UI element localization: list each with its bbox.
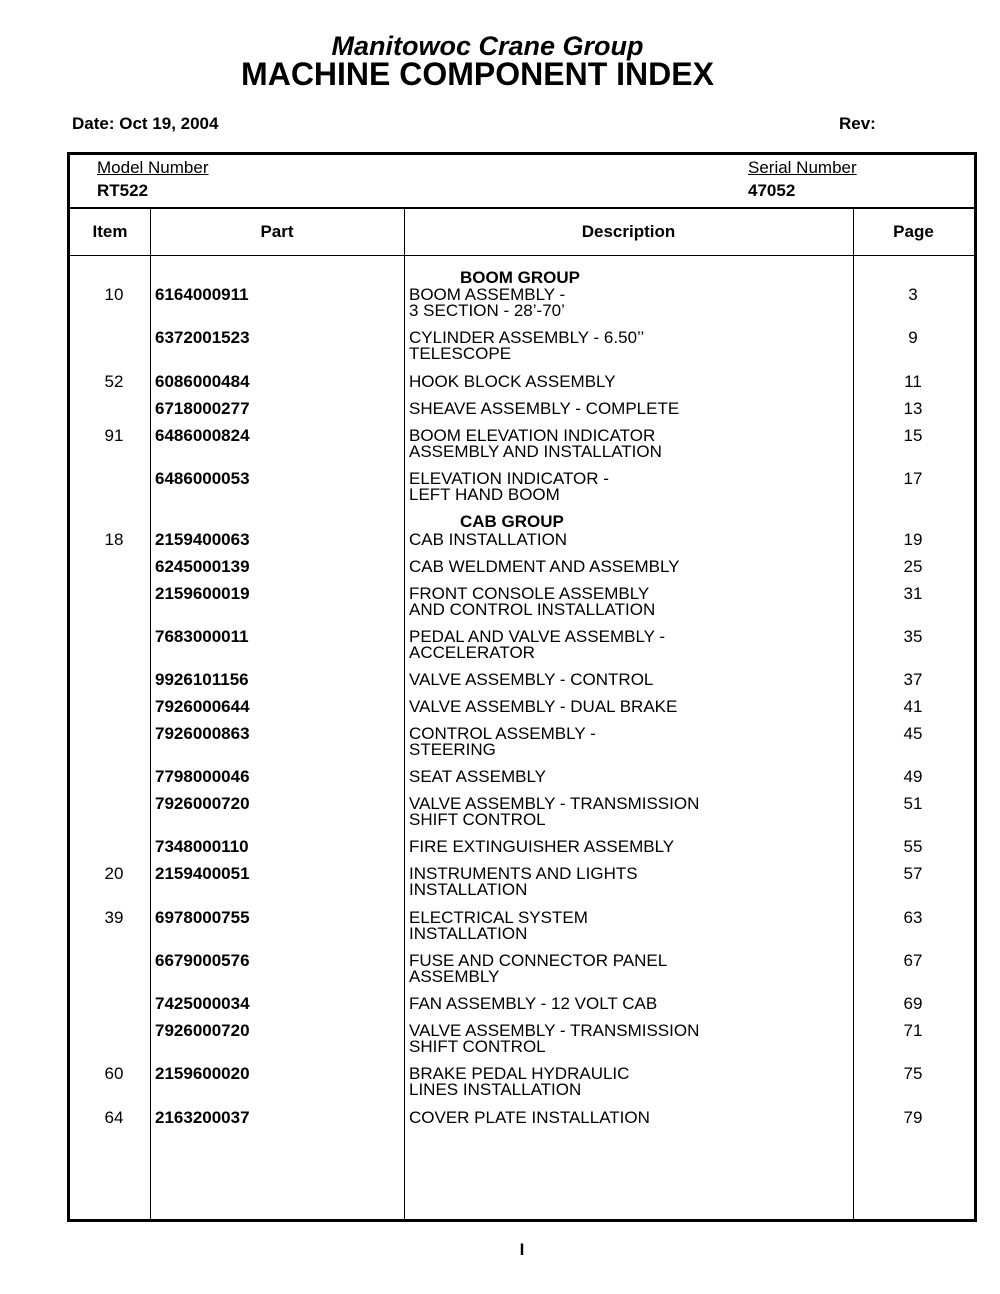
item-number: 18: [104, 530, 124, 549]
component-index-table: [67, 152, 977, 1222]
description-line: SEAT ASSEMBLY: [409, 767, 547, 786]
part-number: 6486000053: [155, 469, 250, 488]
description-line: CONTROL ASSEMBLY -: [409, 724, 596, 743]
description: [409, 769, 849, 785]
page-reference: 71: [903, 1021, 923, 1040]
part-number: 7348000110: [155, 837, 249, 856]
page-reference: 35: [903, 627, 923, 646]
part-number: 7425000034: [155, 994, 250, 1013]
revision-label: Rev:: [839, 114, 876, 133]
page-reference: 25: [903, 557, 923, 576]
description-line: SHIFT CONTROL: [409, 1037, 546, 1056]
machine-info-row: [70, 155, 974, 209]
page-reference: 17: [903, 469, 923, 488]
description-line: VALVE ASSEMBLY - TRANSMISSION: [409, 794, 700, 813]
serial-number-label: Serial Number: [748, 158, 857, 177]
description: [409, 428, 849, 460]
serial-number-value: 47052: [748, 181, 796, 200]
description-line: FUSE AND CONNECTOR PANEL: [409, 951, 668, 970]
item-number: 39: [104, 908, 124, 927]
description-line: FRONT CONSOLE ASSEMBLY: [409, 584, 650, 603]
page-reference: 37: [903, 670, 923, 689]
description: [409, 330, 849, 362]
part-number: 6679000576: [155, 951, 250, 970]
description-line: BRAKE PEDAL HYDRAULIC: [409, 1064, 630, 1083]
part-number: 7926000863: [155, 724, 250, 743]
page-reference: 13: [903, 399, 923, 418]
part-number: 7683000011: [155, 627, 249, 646]
item-number: 60: [104, 1064, 124, 1083]
part-number: 6486000824: [155, 426, 250, 445]
description-line: PEDAL AND VALVE ASSEMBLY -: [409, 627, 666, 646]
part-number: 6978000755: [155, 908, 250, 927]
page-reference: 41: [903, 697, 923, 716]
page-number: I: [519, 1240, 525, 1259]
description-line: SHIFT CONTROL: [409, 810, 546, 829]
model-number-label: Model Number: [97, 158, 209, 177]
description: [409, 796, 849, 828]
description-line: STEERING: [409, 740, 496, 759]
description-line: CYLINDER ASSEMBLY - 6.50’’: [409, 328, 645, 347]
part-number: 2159400051: [155, 864, 250, 883]
description-line: ACCELERATOR: [409, 643, 535, 662]
item-number: 20: [104, 864, 124, 883]
table-header: [70, 209, 974, 256]
page-reference: 19: [903, 530, 923, 549]
part-number: 7926000720: [155, 794, 250, 813]
description: [409, 866, 849, 898]
column-header-part: Part: [260, 222, 294, 241]
description-line: COVER PLATE INSTALLATION: [409, 1108, 650, 1127]
model-number-value: RT522: [97, 181, 149, 200]
description: [409, 287, 849, 319]
page-reference: 67: [903, 951, 923, 970]
description: [409, 996, 849, 1012]
description-line: LINES INSTALLATION: [409, 1080, 582, 1099]
description-line: LEFT HAND BOOM: [409, 485, 560, 504]
column-header-description: Description: [581, 222, 676, 241]
description-line: 3 SECTION - 28’-70’: [409, 301, 565, 320]
page-reference: 45: [903, 724, 923, 743]
part-number: 7798000046: [155, 767, 250, 786]
page-reference: 11: [904, 372, 922, 391]
page-reference: 15: [903, 426, 923, 445]
description: [409, 1066, 849, 1098]
item-number: 91: [104, 426, 124, 445]
description: [409, 586, 849, 618]
description-line: FIRE EXTINGUISHER ASSEMBLY: [409, 837, 675, 856]
page-reference: 55: [903, 837, 923, 856]
group-heading-boom: BOOM GROUP: [460, 268, 580, 287]
description: [409, 726, 849, 758]
column-header-page: Page: [893, 222, 934, 241]
description-line: VALVE ASSEMBLY - DUAL BRAKE: [409, 697, 678, 716]
page-reference: 49: [903, 767, 923, 786]
description-line: ASSEMBLY: [409, 967, 500, 986]
description-line: VALVE ASSEMBLY - TRANSMISSION: [409, 1021, 700, 1040]
description-line: SHEAVE ASSEMBLY - COMPLETE: [409, 399, 680, 418]
description-line: INSTALLATION: [409, 924, 528, 943]
description-line: ELECTRICAL SYSTEM: [409, 908, 588, 927]
page-reference: 9: [908, 328, 918, 347]
description: [409, 559, 849, 575]
description: [409, 532, 849, 548]
description: [409, 471, 849, 503]
page-reference: 75: [903, 1064, 923, 1083]
part-number: 6086000484: [155, 372, 250, 391]
part-number: 2163200037: [155, 1108, 250, 1127]
description-line: ASSEMBLY AND INSTALLATION: [409, 442, 662, 461]
item-number: 52: [104, 372, 124, 391]
description: [409, 699, 849, 715]
document-date: Date: Oct 19, 2004: [72, 114, 219, 133]
description: [409, 910, 849, 942]
page-reference: 63: [903, 908, 923, 927]
column-header-item: Item: [92, 222, 128, 241]
description-line: INSTALLATION: [409, 880, 528, 899]
page-reference: 31: [903, 584, 923, 603]
page-reference: 3: [908, 285, 918, 304]
item-number: 64: [104, 1108, 124, 1127]
company-name: Manitowoc Crane Group: [331, 31, 644, 61]
description-line: FAN ASSEMBLY - 12 VOLT CAB: [409, 994, 658, 1013]
page-reference: 79: [903, 1108, 923, 1127]
part-number: 2159600019: [155, 584, 250, 603]
part-number: 2159600020: [155, 1064, 250, 1083]
part-number: 9926101156: [155, 670, 249, 689]
page-reference: 51: [903, 794, 923, 813]
item-number: 10: [104, 285, 124, 304]
description-line: TELESCOPE: [409, 344, 512, 363]
description: [409, 839, 849, 855]
part-number: 2159400063: [155, 530, 250, 549]
description: [409, 401, 849, 417]
description-line: CAB WELDMENT AND ASSEMBLY: [409, 557, 680, 576]
table-body: [70, 256, 974, 1219]
description-line: ELEVATION INDICATOR -: [409, 469, 609, 488]
description-line: INSTRUMENTS AND LIGHTS: [409, 864, 638, 883]
description-line: HOOK BLOCK ASSEMBLY: [409, 372, 616, 391]
part-number: 7926000720: [155, 1021, 250, 1040]
part-number: 6245000139: [155, 557, 250, 576]
description: [409, 1110, 849, 1126]
description-line: VALVE ASSEMBLY - CONTROL: [409, 670, 654, 689]
page-reference: 69: [903, 994, 923, 1013]
part-number: 6372001523: [155, 328, 250, 347]
description-line: BOOM ASSEMBLY -: [409, 285, 566, 304]
description-line: CAB INSTALLATION: [409, 530, 568, 549]
description: [409, 629, 849, 661]
description: [409, 953, 849, 985]
page-reference: 57: [903, 864, 923, 883]
group-heading-cab: CAB GROUP: [460, 512, 564, 531]
description-line: BOOM ELEVATION INDICATOR: [409, 426, 656, 445]
description: [409, 1023, 849, 1055]
page-title: MACHINE COMPONENT INDEX: [241, 56, 714, 92]
description: [409, 672, 849, 688]
part-number: 6164000911: [155, 285, 249, 304]
part-number: 7926000644: [155, 697, 250, 716]
description-line: AND CONTROL INSTALLATION: [409, 600, 656, 619]
part-number: 6718000277: [155, 399, 250, 418]
description: [409, 374, 849, 390]
